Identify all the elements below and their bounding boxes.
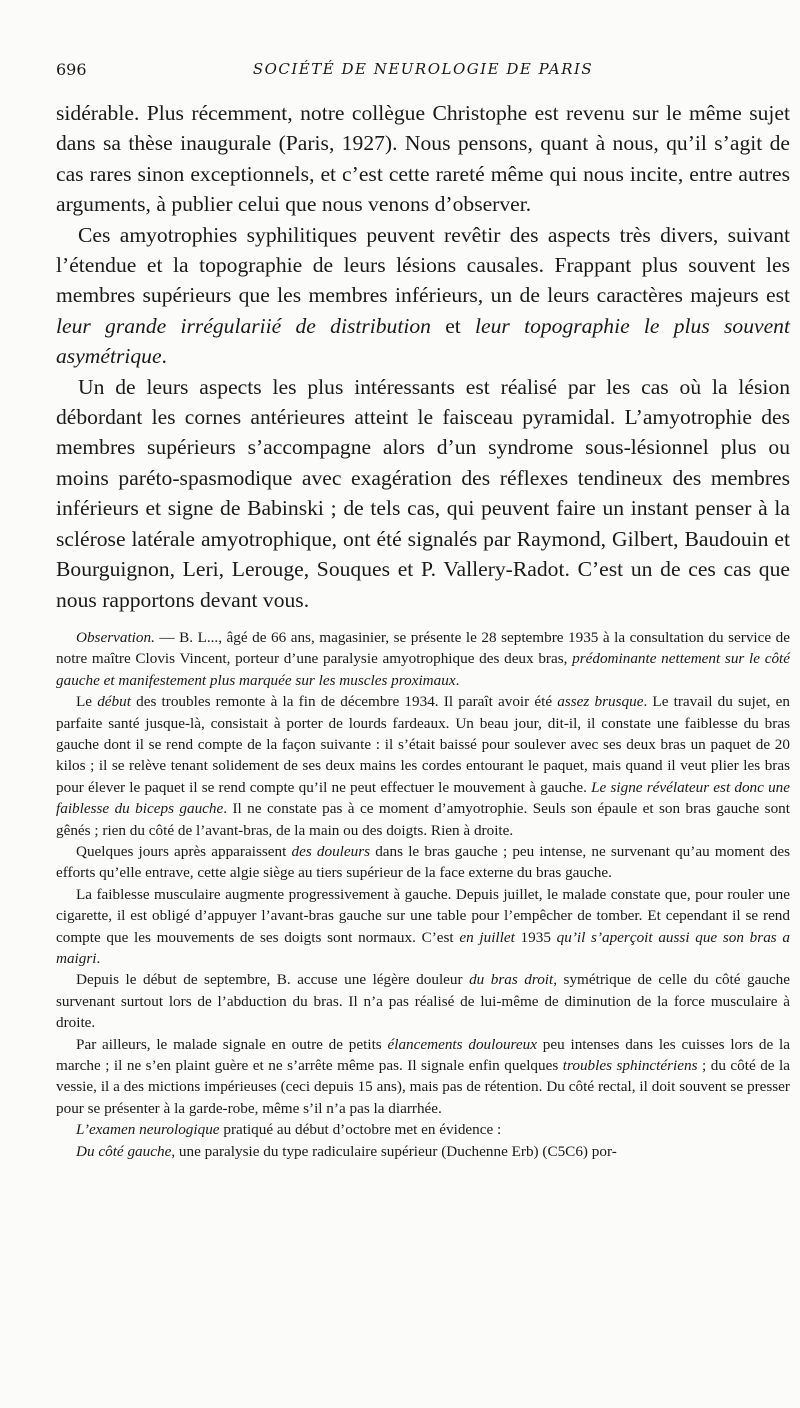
italic-text: Le signe révélateur est donc une faiblesse du biceps gauche	[56, 778, 790, 818]
text-run: Depuis le début de septembre, B. accuse une légère douleur	[76, 971, 470, 989]
observation-paragraph	[56, 1119, 790, 1140]
text-run: Un de leurs aspects les plus intéressants est réalisé par les cas où la lésion débordant les cornes antérieures atteint le faisceau pyramidal. L’amyotrophie des membres supérieurs s’accompagne alors d’un syndrome sous-lésionnel plus ou moins paréto-spasmodique avec exagération des réflexes tendineux des membres inférieurs et signe de Babinski ; de tels cas, qui peuvent faire un instant penser à la sclérose latérale amyotrophique, ont été signalés par Raymond, Gilbert, Baudouin et Bourguignon, Leri, Lerouge, Souques et P. Vallery-Radot. C’est un de ces cas que nous rapportons devant vous.	[56, 374, 790, 612]
body-paragraph	[56, 220, 790, 372]
italic-text: leur grande irrégulariié de distribution	[56, 313, 431, 338]
text-run: sidérable. Plus récemment, notre collègue Christophe est revenu sur le même sujet dans sa thèse inaugurale (Paris, 1927). Nous pensons, quant à nous, qu’il s’agit de cas rares sinon exceptionnels, et c’est cette rareté même qui nous incite, entre autres arguments, à publier celui que nous venons d’observer.	[56, 101, 790, 217]
text-run: peu intenses dans les cuisses lors de la marche ; il ne s’en plaint guère et ne s’arrête même pas. Il signale enfin quelques	[56, 1035, 790, 1075]
text-run: des troubles remonte à la fin de décembre 1934. Il paraît avoir été	[130, 693, 558, 711]
body-paragraph	[56, 98, 790, 220]
text-run: . Le travail du sujet, en parfaite santé jusque-là, consistait à porter de lourds fardeaux. Un beau jour, dit-il, il constate une faiblesse du bras gauche dont il se rend compte de la façon suivante : il s’était baissé pour soulever avec ses deux bras un paquet de 20 kilos ; il se relève tenant solidement de ses deux mains les cordes entourant le paquet, mais quand il veut plier les bras pour élever le paquet il se rend compte qu’il ne peut effectuer le mouvement à gauche.	[56, 693, 790, 796]
italic-text: élancements douloureux	[387, 1035, 537, 1053]
text-run: , une paralysie du type radiculaire supérieur (Duchenne Erb) (C5C6) por-	[171, 1142, 617, 1160]
observation-paragraph	[56, 1141, 790, 1162]
main-text	[56, 98, 790, 615]
running-title: SOCIÉTÉ DE NEUROLOGIE DE PARIS	[252, 60, 594, 78]
page-body	[56, 98, 790, 1162]
text-run: dans le bras gauche ; peu intense, ne survenant qu’au moment des efforts qu’elle entrave, cette algie siège au tiers supérieur de la face externe du bras gauche.	[56, 842, 790, 882]
body-paragraph	[56, 372, 790, 615]
observation-paragraph	[56, 884, 790, 970]
italic-text: Observation.	[76, 628, 155, 646]
text-run: 1935	[514, 928, 557, 946]
text-run: ; du côté de la vessie, il a des mictions impérieuses (ceci depuis 15 ans), mais pas de rétention. Du côté rectal, il doit souvent se presser pour se présenter à la garde-robe, même s’il n’a pas la diarrhée.	[56, 1057, 791, 1117]
text-run: , symétrique de celle du côté gauche survenant surtout lors de l’abduction du bras. Il n’a pas réalisé de lui-même de diminution de la force musculaire à droite.	[56, 971, 791, 1032]
text-run: Le	[76, 693, 98, 711]
text-run: Quelques jours après apparaissent	[76, 842, 292, 860]
section-gap	[56, 615, 790, 627]
italic-text: du bras droit	[469, 971, 554, 989]
page-number: 696	[56, 60, 87, 79]
running-header	[56, 60, 790, 90]
italic-text: qu’il s’aperçoit aussi que son bras a maigri	[56, 928, 790, 967]
text-run: .	[96, 950, 101, 967]
observation-paragraph	[56, 627, 790, 691]
italic-text: des douleurs	[291, 842, 371, 860]
italic-text: troubles sphinctériens	[562, 1057, 698, 1075]
observation-text	[56, 627, 790, 1162]
text-run: Ces amyotrophies syphilitiques peuvent revêtir des aspects très divers, suivant l’étendue et la topographie de leurs lésions causales. Frappant plus souvent les membres supérieurs que les membres inférieurs, un de leurs caractères majeurs est	[56, 222, 790, 308]
italic-text: Du côté gauche	[76, 1142, 172, 1160]
text-run: et	[430, 313, 476, 338]
text-run: Par ailleurs, le malade signale en outre de petits	[76, 1035, 388, 1053]
observation-paragraph	[56, 841, 790, 884]
text-run: .	[161, 344, 167, 369]
text-run: La faiblesse musculaire augmente progressivement à gauche. Depuis juillet, le malade constate que, pour rouler une cigarette, il est obligé d’appuyer l’avant-bras gauche sur une table pour l’empêcher de tomber. Et cependant il se rend compte que les mouvements de ses doigts sont normaux. C’est	[56, 885, 790, 946]
italic-text: début	[97, 693, 131, 711]
observation-paragraph	[56, 691, 790, 841]
text-run: pratiqué au début d’octobre met en évidence :	[219, 1121, 502, 1139]
italic-text: prédominante nettement sur le côté gauche et manifestement plus marquée sur les muscles proximaux	[56, 650, 790, 689]
observation-paragraph	[56, 969, 790, 1033]
italic-text: assez brusque	[557, 693, 644, 711]
text-run: . Il ne constate pas à ce moment d’amyotrophie. Seuls son épaule et son bras gauche sont gênés ; rien du côté de l’avant-bras, de la main ou des doigts. Rien à droite.	[56, 800, 790, 839]
text-run: — B. L..., âgé de 66 ans, magasinier, se présente le 28 septembre 1935 à la consultation du service de notre maître Clovis Vincent, porteur d’une paralysie amyotrophique des deux bras,	[56, 628, 790, 668]
italic-text: leur topographie le plus souvent asymétrique	[56, 313, 790, 369]
text-run: .	[455, 671, 460, 689]
italic-text: en juillet	[459, 928, 515, 946]
italic-text: L’examen neurologique	[76, 1121, 220, 1139]
observation-paragraph	[56, 1034, 790, 1120]
